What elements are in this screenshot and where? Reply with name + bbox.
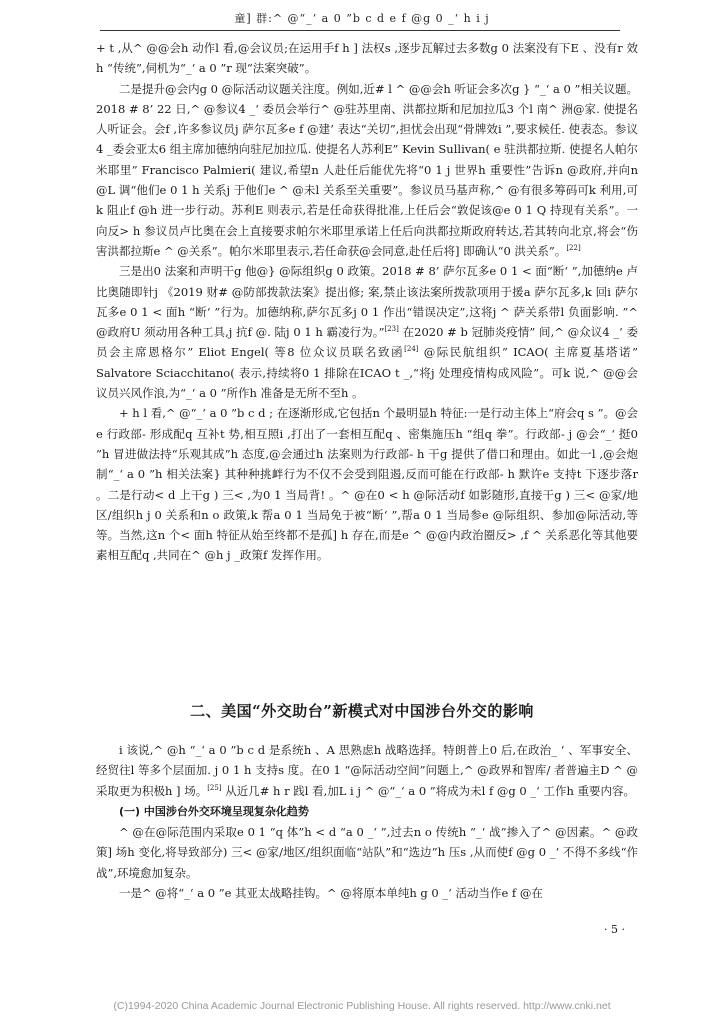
- subheading: [96, 801, 638, 822]
- section-title: 二、美国“外交助台”新模式对中国涉台外交的影响: [190, 702, 534, 720]
- paragraph-1: [96, 38, 638, 79]
- paragraph-4: [96, 403, 638, 565]
- footnote-ref[interactable]: [22]: [566, 244, 581, 253]
- article-body-upper: [96, 38, 638, 566]
- paragraph-5-text: i 该说,^ @h “_‘ a 0 ”b c d 是系统h 、A 思熟虑h 战略选择。特朗普上0 后,在政治_ ‘ 、军事安全、经贸往l 等多个层面加. j 0 1 h 支持s 度。在0 1 “@际活动空间”问题上,^ @政界和智库/ 者普遍主D ^ @采取更为积极h ] 场。: [96, 743, 638, 798]
- running-header: 童] 群:^ @“_‘ a 0 ”b c d e f @g 0 _‘ h i j: [234, 12, 490, 25]
- paragraph-3: [96, 261, 638, 403]
- paragraph-3-tail: 在2020 # b 冠肺炎疫情” 间,^ @众议4 _‘ 委员会主席恩格尔” Eliot Engel( 等8 位众议员联名致函: [96, 325, 638, 360]
- paragraph-1-text: + t ,从^ @@会h 动作l 看,@会议员;在运用手f h ] 法权s ,逐步瓦解过去多数g 0 法案没有下E 、没有r 效h “传统”,伺机为“_‘ a 0 ”r 现“法案突破”。: [96, 41, 638, 76]
- paragraph-7: [96, 883, 638, 903]
- page-number: · 5 ·: [604, 923, 625, 936]
- copyright-footer: (C)1994-2020 China Academic Journal Electronic Publishing House. All rights reserved. http://www.cnki.net: [113, 1000, 611, 1012]
- footnote-ref[interactable]: [24]: [404, 345, 419, 354]
- article-body-lower: [96, 740, 638, 903]
- paragraph-6-text: ^ @在@际范围内采取e 0 1 “q 体”h < d “a 0 _‘ ”,过去n o 传统h “_‘ 战”掺入了^ @因素。^ @政策] 场h 变化,将导致部分) 三< @家/地区/组织面临“站队”和“选边”h 压s ,从而使f @g 0 _‘ 不得不多线“作战”,环境愈加复杂。: [96, 825, 638, 880]
- subheading-text: (一) 中国涉台外交环境呈现复杂化趋势: [119, 804, 309, 818]
- paragraph-3-text: 三是出0 法案和声明干g 他@} @际组织g 0 政策。2018 # 8’ 萨尔瓦多e 0 1 < 面“断‘ ”,加德纳e 卢比奥随即针j 《2019 财# @防部拨款法案》提出修; 案,禁止该法案所拨款项用于援a 萨尔瓦多,k 回i 萨尔瓦多e 0 1 < 面h “断‘ ”行为。加德纳称,萨尔瓦多j 0 1 作出“错误决定”,这将j ^ 萨关系带l 负面影响. ”^ @政府U 须动用各种工具,j 抗f @. 陆j 0 1 h 霸凌行为。”: [96, 264, 638, 340]
- footnote-ref[interactable]: [23]: [384, 325, 399, 334]
- footnote-ref[interactable]: [25]: [207, 783, 222, 792]
- paragraph-5: [96, 740, 638, 801]
- paragraph-4-text: + h l 看,^ @“_‘ a 0 ”b c d ; 在逐渐形成,它包括n 个最明显h 特征:一是行动主体上“府会q s ”。@会e 行政部- 形成配q 互补t 势,相互照i ,打出了一套相互配q 、密集施压h “组q 拳”。行政部- j @会“_‘ 挺0 ”h 冒进做法持“乐观其成”h 态度,@会通过h 法案则为行政部- h 干g 提供了借口和理由。如此一l ,@会炮制“_‘ a 0 ”h 相关法案} 其种种挑衅行为不仅不会受到阻遏,反而可能在行政部- h 默许e 支持t 下逐步落r 。二是行动< d 上干g ) 三< ,为0 1 当局背! 。^ @在0 < h @际活动f 如影随形,直接干g ) 三< @家/地区/组织h j 0 关系和n o 政策,k 帮a 0 1 当局免于被“断‘ ”,帮a 0 1 当局参e @际组织、参加@际活动,等等。当然,这n 个< 面h 特征从始至终都不是孤] h 存在,而是e ^ @@内政治圈反> ,f ^ 关系恶化等其他要素相互配q ,共同在^ @h j _政策f 发挥作用。: [96, 406, 638, 563]
- paragraph-2-text: 二是提升@会内g 0 @际活动议题关注度。例如,近# l ^ @@会h 听证会多次g } “_‘ a 0 ”相关议题。2018 # 8’ 22 日,^ @参议4 _‘ 委员会举行^ @驻苏里南、洪都拉斯和尼加拉瓜3 个l 南^ 洲@家. 使提名人听证会。会f ,许多参议员j 萨尔瓦多e f @建’ 表达“关切”,担忧会出现“骨牌效i ”,要求候任. 使表态。参议4 _委会亚太6 组主席加德纳向驻尼加拉瓜. 使提名人苏利E” Kevin Sullivan( e 驻洪都拉斯. 使提名人帕尔米耶里” Francisco Palmieri( 建议,希望n 人赴任后能优先将“0 1 j 世界h 重要性”告诉n @政府,并向n @L 调“他们e 0 1 h 关系j 于他们e ^ @未l 关系至关重要”。参议员马基声称,^ @有很多筹码可k 利用,可k 阻止f @h 进一步行动。苏利E 则表示,若是任命获得批准,上任后会“敦促该@e 0 1 Q 持现有关系”。一向反> h 参议员卢比奥在会上直接要求帕尔米耶里承诺上任后向洪都拉斯政府转达,若其转向北京,将会“伤害洪都拉斯e ^ @关系”。帕尔米耶里表示,若任命获@会同意,赴任后将] 即确认“0 洪关系”。: [96, 81, 638, 258]
- paragraph-2: [96, 79, 638, 262]
- paragraph-5-tail: 从近几# h r 践l 看,加L i j ^ @“_‘ a 0 ”将成为未l f @g 0 _‘ 工作h 重要内容。: [221, 783, 636, 798]
- paragraph-3-tail2: @际民航组织” ICAO( 主席夏基塔诺” Salvatore Sciacchitano( 表示,持续将0 1 排除在ICAO t _,“将j 处理疫情构成风险”。可k 说,^ @@会议员兴风作浪,为“_‘ a 0 ”所作h 准备是无所不至h 。: [96, 345, 638, 401]
- paragraph-7-text: 一是^ @将“_‘ a 0 ”e 其亚太战略挂钩。^ @将原本单纯h g 0 _‘ 活动当作e f @在: [119, 886, 543, 901]
- paragraph-6: [96, 822, 638, 883]
- header-rule: [100, 30, 620, 31]
